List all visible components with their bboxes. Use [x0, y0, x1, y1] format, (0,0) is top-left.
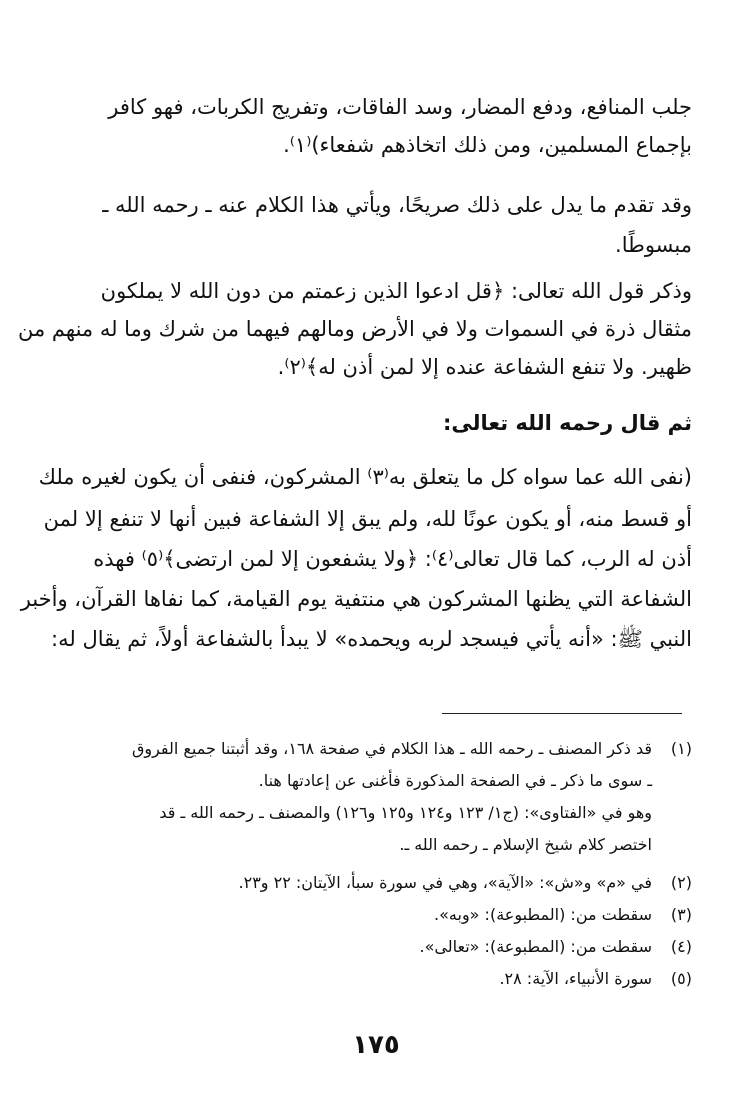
body-line: وقد تقدم ما يدل على ذلك صريحًا، ويأتي هذا الكلام عنه ـ رحمه الله ـ: [102, 193, 692, 217]
body-line: ظهير. ولا تنفع الشفاعة عنده إلا لمن أذن له﴾⁽٢⁾.: [277, 355, 692, 379]
footnote-text: في «م» و«ش»: «الآية»، وهي في سورة سبأ، الآيتان: ٢٢ و٢٣.: [238, 873, 652, 892]
footnote-text: سقطت من: (المطبوعة): «وبه».: [434, 905, 652, 924]
body-line: الشفاعة التي يظنها المشركون هي منتفية يوم القيامة، كما نفاها القرآن، وأخبر: [20, 587, 692, 611]
footnote-separator: [442, 713, 682, 714]
body-line: أذن له الرب، كما قال تعالى⁽٤⁾: ﴿ولا يشفعون إلا لمن ارتضى﴾⁽٥⁾ فهذه: [93, 547, 692, 571]
footnote-number: (٥): [670, 969, 692, 988]
footnote-number: (٣): [670, 905, 692, 924]
body-line: النبي ﷺ: «أنه يأتي فيسجد لربه ويحمده» لا يبدأ بالشفاعة أولاً، ثم يقال له:: [51, 627, 692, 651]
footnote: [100, 734, 692, 764]
body-line: بإجماع المسلمين، ومن ذلك اتخاذهم شفعاء)⁽١⁾.: [283, 133, 692, 157]
footnote-text: قد ذكر المصنف ـ رحمه الله ـ هذا الكلام في صفحة ١٦٨، وقد أثبتنا جميع الفروق: [131, 739, 652, 758]
footnote: [100, 900, 692, 930]
section-heading: ثم قال رحمه الله تعالى:: [442, 411, 692, 435]
footnote-number: (٢): [670, 873, 692, 892]
footnote-text: وهو في «الفتاوى»: (ج١/ ١٢٣ و١٢٤ و١٢٥ و١٢٦) والمصنف ـ رحمه الله ـ قد: [159, 803, 652, 822]
body-line: أو قسط منه، أو يكون عونًا لله، ولم يبق إلا الشفاعة فبين أنها لا تنفع إلا لمن: [43, 507, 692, 531]
body-line: مبسوطًا.: [615, 233, 692, 257]
footnote-number: (٤): [670, 937, 692, 956]
footnote-text: سورة الأنبياء، الآية: ٢٨.: [499, 969, 652, 988]
body-line: (نفى الله عما سواه كل ما يتعلق به⁽٣⁾ المشركون، فنفى أن يكون لغيره ملك: [38, 465, 692, 489]
footnote-number: (١): [670, 739, 692, 758]
body-line: مثقال ذرة في السموات ولا في الأرض ومالهم فيهما من شرك وما له منهم من: [18, 317, 692, 341]
footnote-text: ـ سوى ما ذكر ـ في الصفحة المذكورة فأغنى عن إعادتها هنا.: [258, 771, 652, 790]
footnote: [100, 868, 692, 898]
footnote-text: اختصر كلام شيخ الإسلام ـ رحمه الله ـ.: [399, 835, 652, 854]
body-line: جلب المنافع، ودفع المضار، وسد الفاقات، وتفريج الكربات، فهو كافر: [108, 95, 692, 119]
footnote: [100, 932, 692, 962]
footnote-text: سقطت من: (المطبوعة): «تعالى».: [419, 937, 652, 956]
footnote: [100, 964, 692, 994]
page-number: ١٧٥: [352, 1030, 400, 1060]
body-line: وذكر قول الله تعالى: ﴿قل ادعوا الذين زعمتم من دون الله لا يملكون: [100, 279, 692, 303]
